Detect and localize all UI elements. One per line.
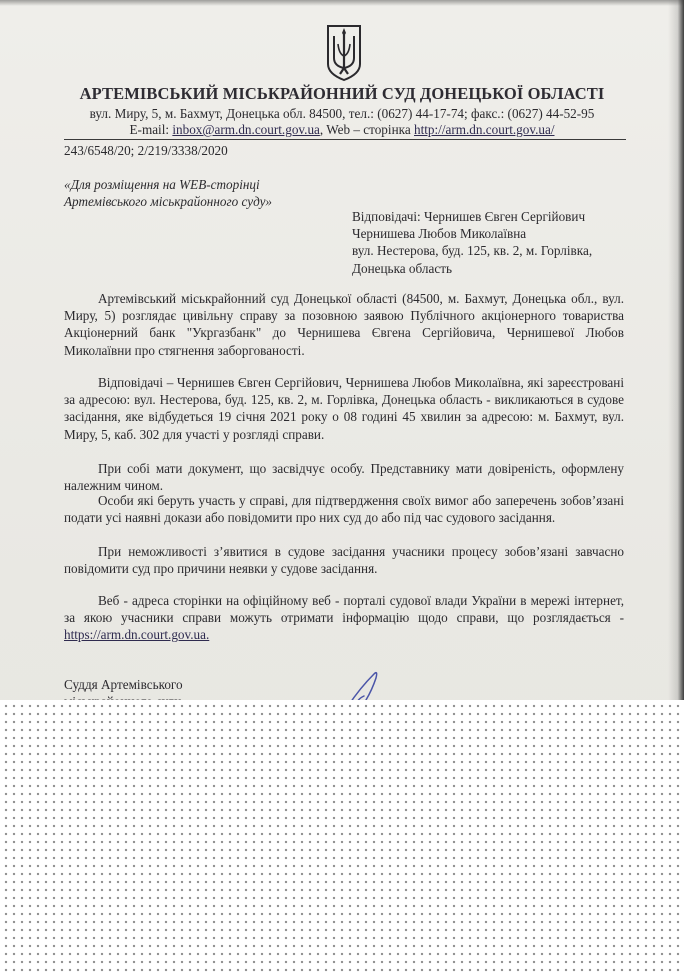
web-publication-note: [64, 176, 272, 210]
coat-of-arms-trident-icon: [326, 24, 362, 82]
paragraph-summons: Відповідачі – Чернишев Євген Сергійович, Чернишева Любов Миколаївна, які зареєстровані за адресою: вул. Нестерова, буд. 125, кв. 2, м. Горлівка, Донецька область - викликаються в судове засідання, яке відбудеться 19 січня 2021 року о 08 годині 45 хвилин за адресою: м. Бахмут, вул. Миру, 5, каб. 302 для участі у розгляді справи.: [64, 375, 624, 442]
paragraph-documents: При собі мати документ, що засвідчує особу. Представнику мати довіреність, оформлену належним чином.: [64, 461, 624, 494]
court-contacts: [0, 122, 684, 138]
paragraph-absence: При неможливості з’явитися в судове засідання учасники процесу зобов’язані завчасно повідомити суд про причини неявки у судове засідання.: [64, 544, 624, 577]
web-label: , Web – сторінка: [319, 122, 414, 137]
email-link[interactable]: inbox@arm.dn.court.gov.ua: [172, 122, 320, 137]
paragraph-case-description: Артемівський міськрайонний суд Донецької області (84500, м. Бахмут, Донецька обл., вул. Миру, 5) розглядає цивільну справу за позовною заявою Публічного акціонерного товариства Акціонерний банк "Укргазбанк" до Чернишева Євгена Сергійовича, Чернишевої Любов Миколаївни про стягнення заборгованості.: [64, 291, 624, 358]
header-divider: [64, 139, 626, 140]
court-name: АРТЕМІВСЬКИЙ МІСЬКРАЙОННИЙ СУД ДОНЕЦЬКОЇ ОБЛАСТІ: [79, 84, 605, 103]
paragraph-evidence: Особи які беруть участь у справі, для підтвердження своїх вимог або заперечень зобов’язані подати усі наявні докази або повідомити про них суд до або під час судового засідання.: [64, 493, 624, 526]
judge-title-line: Суддя Артемівського: [64, 677, 183, 692]
defendants-block: [352, 208, 592, 277]
redacted-area: [0, 700, 684, 972]
web-address-text: Веб - адреса сторінки на офіційному веб - порталі судової влади України в мережі інтернет, за якою учасники справи можуть отримати інформацію щодо справи, що розглядається -: [64, 593, 624, 626]
website-link[interactable]: http://arm.dn.court.gov.ua/: [413, 122, 555, 137]
defendants-line: вул. Нестерова, буд. 125, кв. 2, м. Горлівка,: [352, 243, 593, 259]
defendants-line: Відповідачі: Чернишев Євген Сергійович: [352, 209, 586, 224]
defendants-line: Донецька область: [352, 260, 452, 276]
defendants-line: Чернишева Любов Миколаївна: [352, 226, 527, 242]
court-address: вул. Миру, 5, м. Бахмут, Донецька обл. 84500, тел.: (0627) 44-17-74; факс.: (0627) 44-52-95: [89, 106, 595, 121]
case-number: 243/6548/20; 2/219/3338/2020: [64, 143, 228, 158]
web-note-line: Артемівського міськрайонного суду»: [64, 194, 273, 209]
email-label: E-mail:: [129, 122, 173, 137]
web-note-line: «Для розміщення на WEB-сторінці: [64, 177, 260, 192]
court-portal-link[interactable]: https://arm.dn.court.gov.ua.: [64, 627, 210, 643]
scan-top-shadow: [0, 0, 684, 6]
paragraph-web-address: [64, 592, 624, 644]
